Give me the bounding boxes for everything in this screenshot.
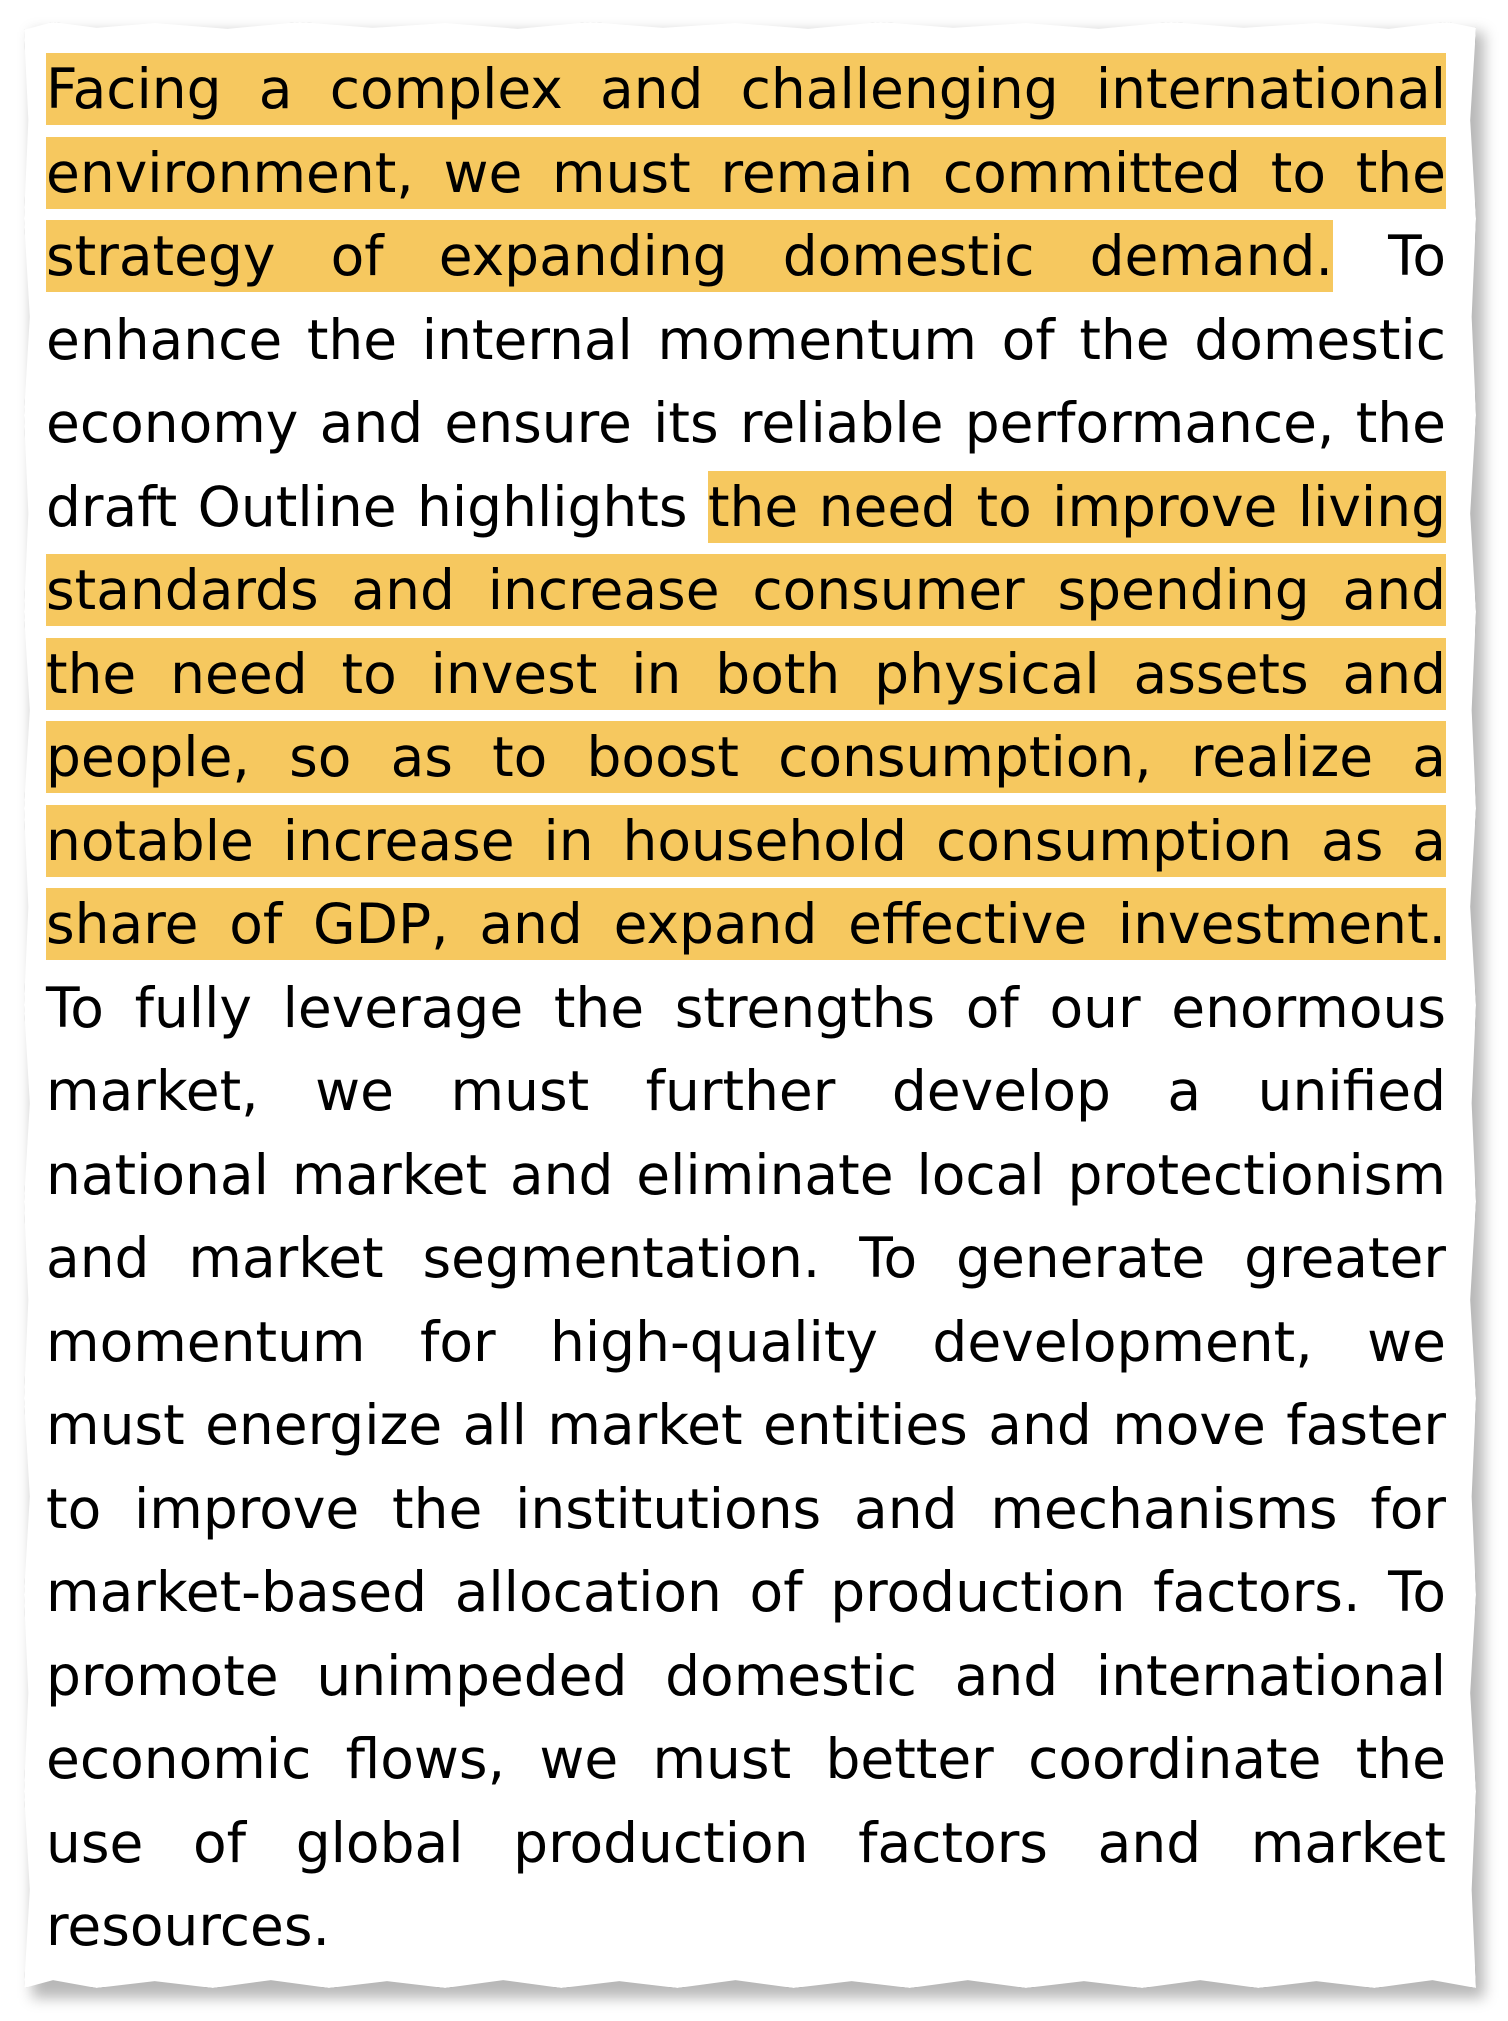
document-paragraph <box>46 48 1446 1969</box>
plain-text-1: To enhance the internal momentum of the domestic economy and ensure its reliable performance, the draft Outline highlights <box>46 224 1447 539</box>
plain-text-2: To fully leverage the strengths of our enormous market, we must further develop a unified national market and eliminate local protectionism and market segmentation. To generate greater momentum for high-quality development, we must energize all market entities and move faster to improve the institutions and mechanisms for market-based allocation of production factors. To promote unimpeded domestic and international economic flows, we must better coordinate the use of global production factors and market resources. <box>46 975 1446 1958</box>
highlighted-text-2: the need to improve living standards and increase consumer spending and the need to invest in both physical assets and people, so as to boost consumption, realize a notable increase in household consumption as a share of GDP, and expand effective investment. <box>46 471 1446 961</box>
highlighted-text-1: Facing a complex and challenging international environment, we must remain committed to the strategy of expanding domestic demand. <box>46 53 1446 292</box>
